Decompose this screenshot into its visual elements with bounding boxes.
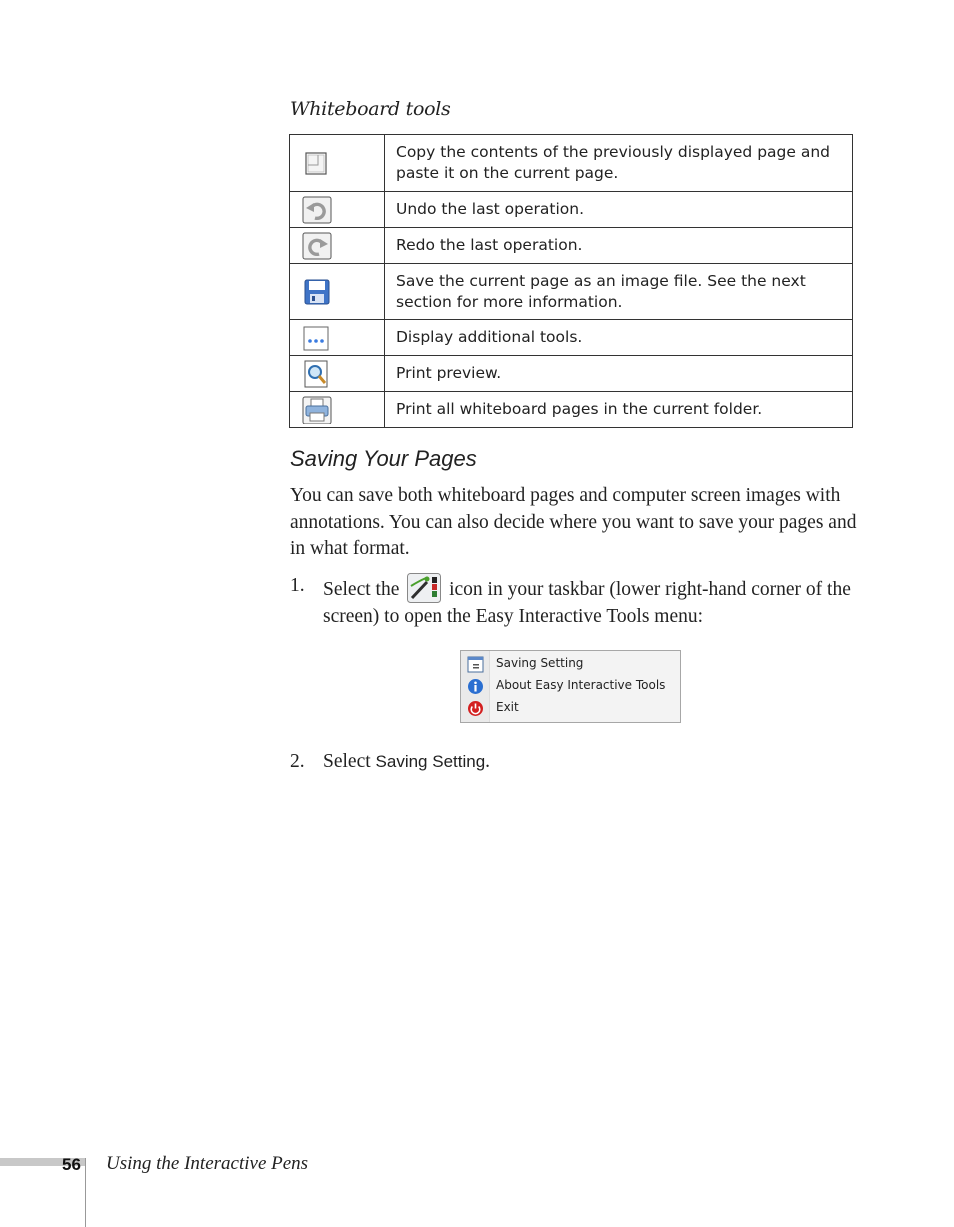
menu-item-saving-setting[interactable]: [461, 653, 680, 675]
table-caption: Whiteboard tools: [290, 98, 451, 120]
menu-item-exit[interactable]: [461, 697, 680, 719]
save-icon: [302, 278, 332, 306]
intro-paragraph: You can save both whiteboard pages and computer screen images with annotations. You can also decide where you want to save your pages and in what format.: [290, 485, 857, 559]
tool-description: Print preview.: [385, 356, 853, 392]
footer-divider: [85, 1158, 86, 1227]
info-icon: [467, 678, 484, 695]
tool-description: Copy the contents of the previously displayed page and paste it on the current page.: [385, 135, 853, 192]
redo-icon: [302, 232, 332, 260]
copy-page-icon: [302, 149, 332, 177]
ui-term: Saving Setting: [375, 752, 486, 771]
menu-item-about[interactable]: [461, 675, 680, 697]
saving-setting-icon: [467, 656, 484, 673]
print-preview-icon: [302, 360, 332, 388]
table-row: [290, 135, 853, 192]
table-row: [290, 228, 853, 264]
print-icon: [302, 396, 332, 424]
table-row: [290, 264, 853, 320]
easy-interactive-tools-icon: [407, 573, 441, 603]
tool-description: Display additional tools.: [385, 320, 853, 356]
table-row: [290, 192, 853, 228]
step-2: [290, 751, 490, 773]
step-text: Select the: [323, 579, 400, 600]
step-text: Select: [323, 751, 371, 772]
tool-description: Save the current page as an image file. See the next section for more information.: [385, 264, 853, 320]
step-text: .: [485, 751, 491, 772]
tool-description: Redo the last operation.: [385, 228, 853, 264]
exit-icon: [467, 700, 484, 717]
tool-description: Print all whiteboard pages in the current folder.: [385, 392, 853, 428]
table-row: [290, 320, 853, 356]
undo-icon: [302, 196, 332, 224]
menu-item-label: Exit: [496, 700, 519, 714]
table-row: [290, 392, 853, 428]
section-heading: Saving Your Pages: [290, 446, 477, 471]
page-number: 56: [62, 1155, 81, 1174]
context-menu: [460, 650, 681, 723]
more-tools-icon: [302, 324, 332, 352]
step-1: [290, 573, 860, 630]
running-title: Using the Interactive Pens: [106, 1153, 309, 1174]
menu-item-label: About Easy Interactive Tools: [496, 678, 666, 692]
menu-item-label: Saving Setting: [496, 656, 584, 670]
table-row: [290, 356, 853, 392]
step-number: 2.: [290, 751, 305, 772]
whiteboard-tools-table: [289, 134, 853, 428]
step-text: icon in your taskbar (lower right-hand corner of the screen) to open the Easy Interactive Tools menu:: [323, 579, 851, 627]
tool-description: Undo the last operation.: [385, 192, 853, 228]
step-number: 1.: [290, 575, 305, 596]
